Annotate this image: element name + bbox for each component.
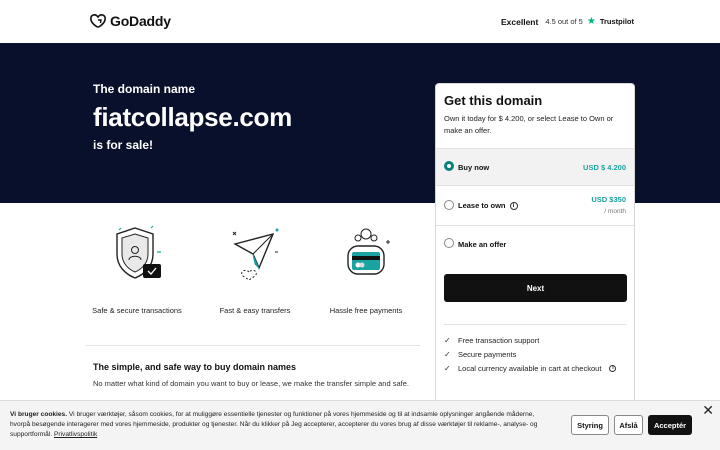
feature-safe	[82, 220, 192, 320]
godaddy-logo-icon	[90, 14, 106, 28]
site-header	[0, 0, 720, 43]
feature-payments	[311, 220, 421, 320]
option-label-text: Lease to own	[458, 201, 506, 210]
check-icon: ✓	[444, 335, 451, 345]
cookie-heading: Vi bruger cookies.	[10, 411, 68, 418]
feature-caption: Safe & secure transactions	[92, 306, 182, 315]
option-price: USD $350	[591, 195, 626, 204]
section-title: The simple, and safe way to buy domain names	[93, 362, 297, 372]
option-label	[458, 201, 518, 210]
godaddy-logo[interactable]	[90, 13, 171, 29]
shield-icon	[107, 222, 167, 290]
features-row	[82, 220, 422, 330]
paper-plane-icon	[225, 222, 285, 290]
privacy-policy-link[interactable]: Privatlivspolitik	[54, 431, 98, 438]
trustpilot-score: 4.5 out of 5	[545, 17, 583, 26]
feature-caption: Fast & easy transfers	[219, 306, 291, 315]
cookie-banner	[0, 400, 720, 450]
radio-make-offer[interactable]	[444, 238, 454, 248]
payment-card-icon	[336, 222, 396, 290]
option-label: Buy now	[458, 163, 490, 172]
cookie-body: Vi bruger værktøjer, såsom cookies, for at muliggøre essentielle tjenester og funktioner på vores hjemmeside og til at indsamle oplysninger angående måderne, hvorpå besøgende interagerer med vores hjemmeside, produkter og tjenester. Når du klikker på Jeg accepterer, accepterer du vores brug af disse værktøjer til reklame-, analyse- og supportformål.	[10, 411, 538, 438]
manage-cookies-button[interactable]: Styring	[571, 415, 609, 435]
radio-lease-to-own[interactable]	[444, 200, 454, 210]
list-item	[444, 347, 626, 361]
trustpilot-star-icon: ★	[586, 16, 596, 27]
trustpilot-rating-word: Excellent	[501, 16, 539, 27]
option-lease-to-own[interactable]	[436, 185, 634, 225]
option-label: Make an offer	[458, 240, 507, 249]
benefits-list	[444, 324, 626, 375]
feature-fast	[200, 220, 310, 320]
list-item-text: Local currency available in cart at checkout	[458, 363, 602, 373]
feature-caption: Hassle free payments	[329, 306, 403, 315]
check-icon: ✓	[444, 349, 451, 359]
decline-cookies-button[interactable]: Afslå	[614, 415, 643, 435]
accept-cookies-button[interactable]: Acceptér	[648, 415, 692, 435]
next-button[interactable]: Next	[444, 274, 627, 302]
radio-buy-now[interactable]	[444, 161, 454, 171]
list-item	[444, 333, 626, 347]
purchase-card	[435, 83, 635, 413]
logo-text: GoDaddy	[110, 13, 171, 29]
hero-domain-name: fiatcollapse.com	[93, 102, 292, 132]
option-price: USD $ 4.200	[583, 163, 626, 172]
trustpilot-brand: Trustpilot	[599, 17, 634, 26]
card-subtitle: Own it today for $ 4.200, or select Lease to Own or make an offer.	[444, 114, 614, 135]
section-body: No matter what kind of domain you want to buy or lease, we make the transfer simple and safe.	[93, 379, 409, 388]
list-item-text: Free transaction support	[458, 335, 540, 345]
card-title: Get this domain	[444, 93, 543, 108]
cookie-text	[10, 410, 550, 440]
option-make-offer[interactable]	[436, 225, 634, 261]
hero-posttitle: is for sale!	[93, 138, 154, 152]
trustpilot-rating[interactable]	[501, 16, 634, 27]
list-item	[444, 361, 626, 375]
info-icon[interactable]: i	[609, 365, 616, 372]
option-buy-now[interactable]	[436, 148, 634, 185]
info-icon[interactable]: i	[510, 202, 518, 210]
hero-pretitle: The domain name	[93, 82, 196, 96]
section-divider	[86, 345, 420, 346]
check-icon: ✓	[444, 363, 451, 373]
list-item-text: Secure payments	[458, 349, 517, 359]
close-icon[interactable]: ✕	[702, 402, 714, 418]
option-period: / month	[604, 208, 626, 215]
